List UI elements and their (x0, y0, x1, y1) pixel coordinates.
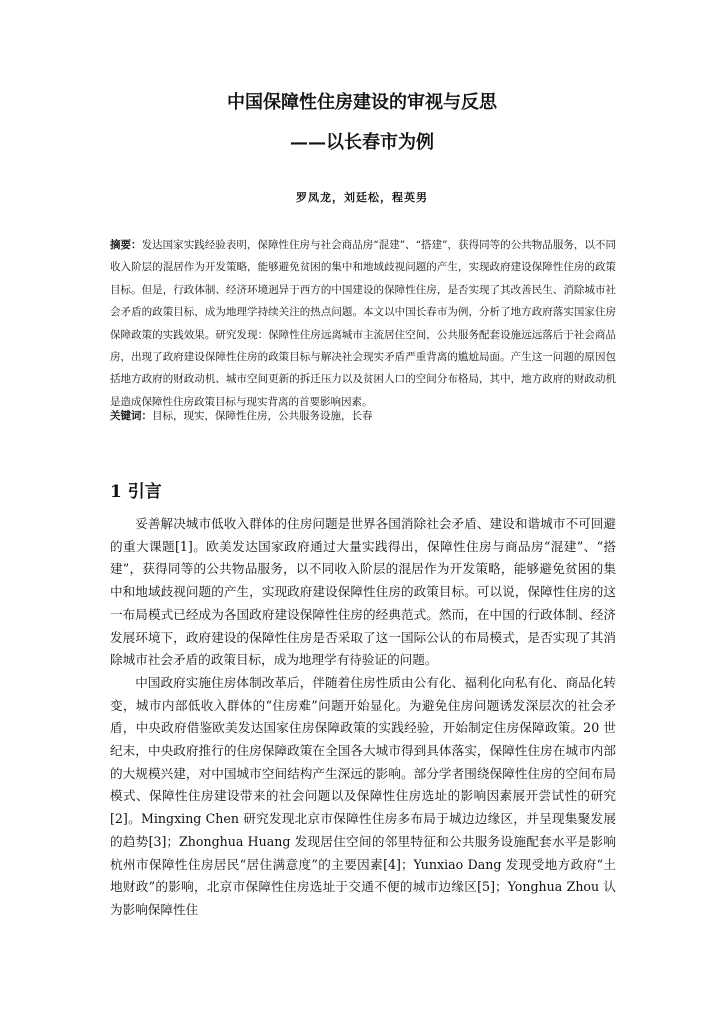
keywords (110, 408, 616, 424)
paper-title: 中国保障性住房建设的审视与反思 (227, 92, 497, 113)
paper-subtitle: ——以长春市为例 (290, 132, 434, 153)
section-heading: 1 引言 (110, 482, 162, 502)
abstract-text: 发达国家实践经验表明，保障性住房与社会商品房“混建”、“搭建”，获得同等的公共物品服务，以不同收入阶层的混居作为开发策略，能够避免贫困的集中和地域歧视问题的产生，实现政府建设保障性住房的政策目标。但是，行政体制、经济环境迥异于西方的中国建设的保障性住房，是否实现了其改善民生、消除城市社会矛盾的政策目标，成为地理学持续关注的热点问题。本文以中国长春市为例，分析了地方政府落实国家住房保障政策的实践效果。研究发现：保障性住房远离城市主流居住空间，公共服务配套设施远远落后于社会商品房，出现了政府建设保障性住房的政策目标与解决社会现实矛盾严重背离的尴尬局面。产生这一问题的原因包括地方政府的财政动机、城市空间更新的拆迁压力以及贫困人口的空间分布格局，其中，地方政府的财政动机是造成保障性住房政策目标与现实背离的首要影响因素。 (110, 239, 616, 408)
section-body (110, 513, 616, 922)
abstract (110, 234, 616, 413)
keywords-label: 关键词： (110, 410, 152, 422)
body-paragraph: 妥善解决城市低收入群体的住房问题是世界各国消除社会矛盾、建设和谐城市不可回避的重大课题[1]。欧美发达国家政府通过大量实践得出，保障性住房与商品房“混建”、“搭建”，获得同等的公共物品服务，以不同收入阶层的混居作为开发策略，能够避免贫困的集中和地域歧视问题的产生，实现政府建设保障性住房的政策目标。可以说，保障性住房的这一布局模式已经成为各国政府建设保障性住房的经典范式。然而，在中国的行政体制、经济发展环境下，政府建设的保障性住房是否采取了这一国际公认的布局模式，是否实现了其消除城市社会矛盾的政策目标，成为地理学有待验证的问题。 (110, 516, 616, 668)
body-paragraph: 中国政府实施住房体制改革后，伴随着住房性质由公有化、福利化向私有化、商品化转变，城市内部低收入群体的“住房难”问题开始显化。为避免住房问题诱发深层次的社会矛盾，中央政府借鉴欧美发达国家住房保障政策的实践经验，开始制定住房保障政策。20 世纪末，中央政府推行的住房保障政策在全国各大城市得到具体落实，保障性住房在城市内部的大规模兴建，对中国城市空间结构产生深远的影响。部分学者围绕保障性住房的空间布局模式、保障性住房建设带来的社会问题以及保障性住房选址的影响因素展开尝试性的研究[2]。Mingxing Chen 研究发现北京市保障性住房多布局于城边边缘区，并呈现集聚发展的趋势[3]；Zhonghua Huang 发现居住空间的邻里特征和公共服务设施配套水平是影响杭州市保障性住房居民“居住满意度”的主要因素[4]；Yunxiao Dang 发现受地方政府“土地财政”的影响，北京市保障性住房选址于交通不便的城市边缘区[5]；Yonghua Zhou 认为影响保障性住 (110, 674, 616, 917)
keywords-text: 目标，现实，保障性住房，公共服务设施，长春 (152, 410, 373, 422)
abstract-label: 摘要： (110, 239, 142, 251)
author-list: 罗凤龙，刘廷松，程英男 (296, 191, 428, 204)
